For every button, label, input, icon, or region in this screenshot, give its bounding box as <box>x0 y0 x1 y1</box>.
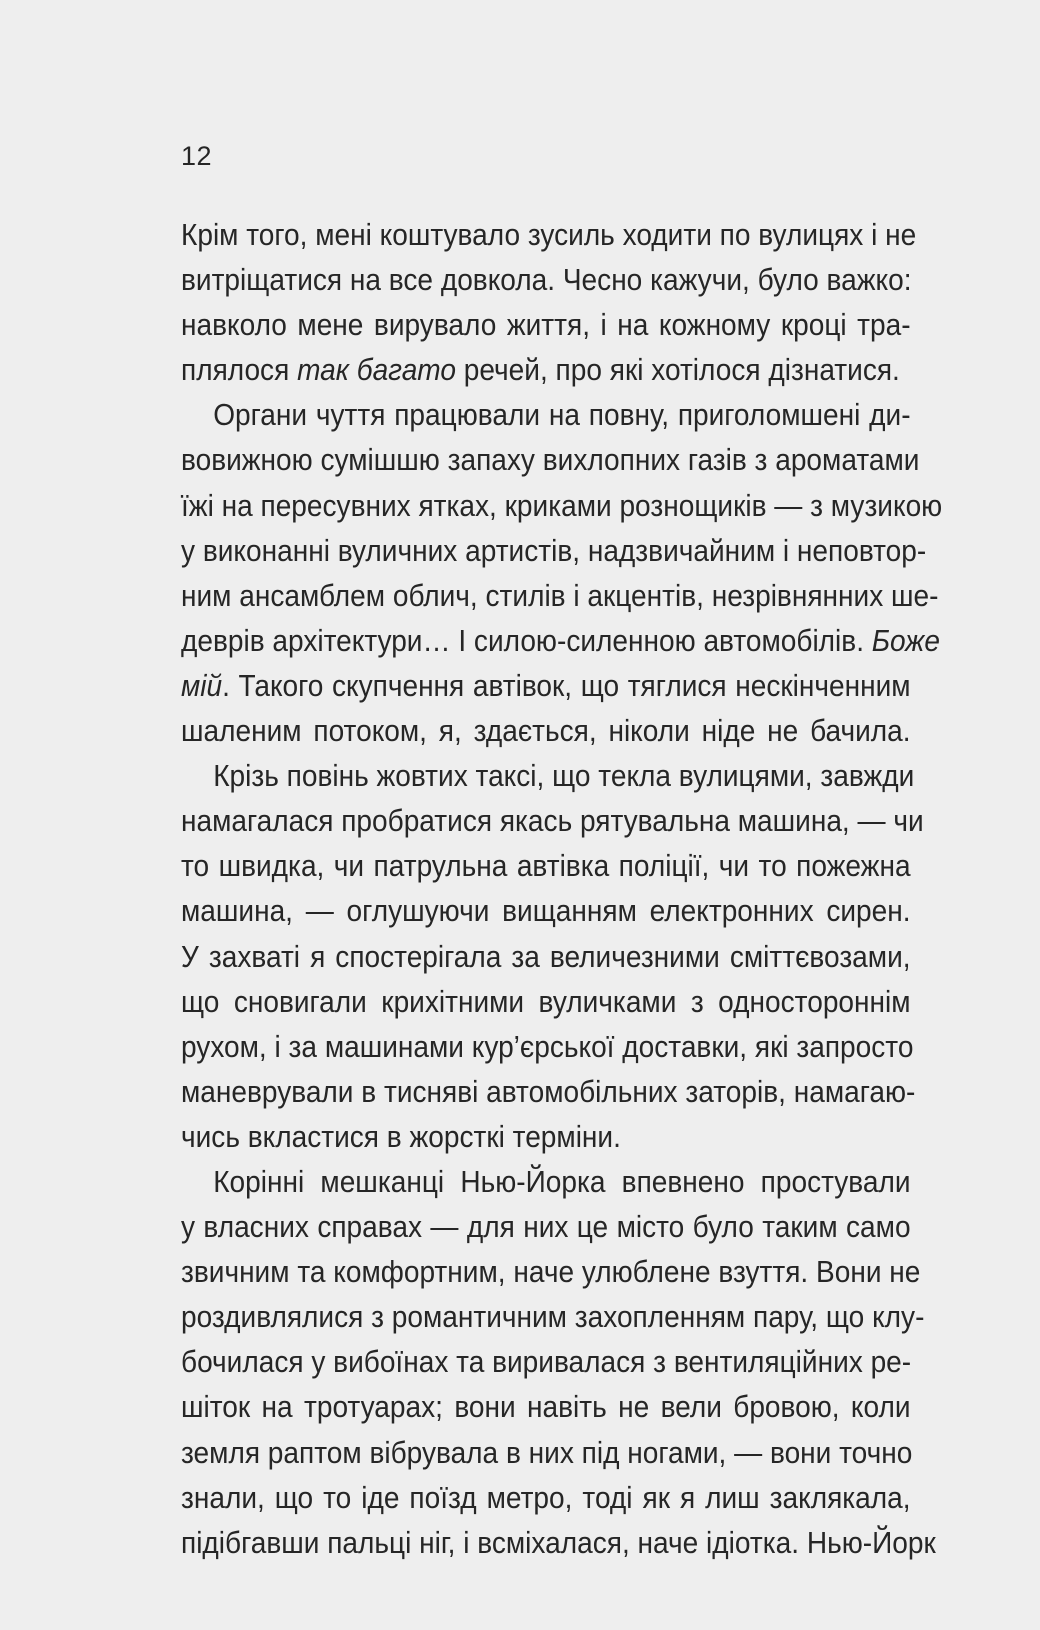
text-run: ним ансамблем облич, стилів і акцентів, незрівнянних ше- <box>181 578 939 613</box>
text-line <box>181 1476 911 1521</box>
text-run: вовижною сумішшю запаху вихлопних газів з ароматами <box>181 443 920 478</box>
text-line <box>181 799 924 844</box>
text-run: витріщатися на все довкола. Чесно кажучи, було важко: <box>181 263 912 298</box>
text-run: звичним та комфортним, наче улюблене взуття. Вони не <box>181 1255 921 1290</box>
text-line <box>181 1295 925 1340</box>
text-run: машина, — оглушуючи вищанням електронних сирен. <box>181 894 911 929</box>
text-run: . Такого скупчення автівок, що тяглися нескінченним <box>222 668 911 703</box>
text-run: то швидка, чи патрульна автівка поліції, чи то пожежна <box>181 849 911 884</box>
text-line <box>181 438 920 483</box>
text-run: Крім того, мені коштувало зусиль ходити по вулицях і не <box>181 218 917 252</box>
text-run: Органи чуття працювали на повну, приголомшені ди- <box>213 398 911 433</box>
text-run: шаленим потоком, я, здається, ніколи ніде не бачила. <box>181 714 911 749</box>
text-run: речей, про які хотілося дізнатися. <box>455 353 900 388</box>
text-run: шіток на тротуарах; вони навіть не вели бровою, коли <box>181 1390 911 1425</box>
text-run: деврів архітектури… І силою-силенною автомобілів. <box>181 623 872 658</box>
text-line <box>181 709 911 754</box>
text-run: знали, що то іде поїзд метро, тоді як я лиш заклякала, <box>181 1480 911 1515</box>
body-text <box>181 213 943 1566</box>
text-line <box>181 1025 914 1070</box>
text-run: Корінні мешканці Нью-Йорка впевнено простували <box>213 1164 911 1199</box>
text-run: підібгавши пальці ніг, і всміхалася, наче ідіотка. Нью-Йорк <box>181 1525 936 1560</box>
text-run: їжі на пересувних ятках, криками рознощиків — з музикою <box>181 488 943 523</box>
text-line <box>181 889 911 934</box>
text-run: маневрували в тисняві автомобільних заторів, намагаю- <box>181 1074 916 1109</box>
page-number: 12 <box>181 141 213 171</box>
text-run: бочилася у вибоїнах та виривалася з вентиляційних ре- <box>181 1345 912 1380</box>
text-run: плялося <box>181 353 298 388</box>
text-run: роздивлялися з романтичним захопленням пару, що клу- <box>181 1300 925 1335</box>
text-line <box>181 1340 911 1385</box>
text-line <box>181 1385 911 1430</box>
text-line <box>181 258 911 303</box>
italic-text: мій <box>181 668 223 703</box>
text-line <box>181 935 911 980</box>
text-line <box>181 1250 921 1295</box>
text-line <box>181 1205 911 1250</box>
italic-text: Боже <box>871 623 940 658</box>
text-line <box>181 1070 916 1115</box>
text-run: У захваті я спостерігала за величезними сміттєвозами, <box>181 939 911 974</box>
text-line <box>181 574 939 619</box>
text-run: Крізь повінь жовтих таксі, що текла вулицями, завжди <box>213 759 915 794</box>
text-run: намагалася пробратися якась рятувальна машина, — чи <box>181 804 924 839</box>
text-line <box>181 213 917 258</box>
text-run: земля раптом вібрувала в них під ногами, — вони точно <box>181 1435 913 1470</box>
text-run: рухом, і за машинами кур’єрської доставки, які запросто <box>181 1029 914 1064</box>
text-line <box>181 844 911 889</box>
text-run: чись вкластися в жорсткі терміни. <box>181 1119 621 1154</box>
text-line <box>181 348 911 393</box>
text-line <box>181 1521 936 1566</box>
text-line <box>181 619 940 664</box>
text-line <box>181 1160 911 1205</box>
text-run: що сновигали крихітними вуличками з одностороннім <box>181 984 911 1019</box>
text-line <box>181 529 927 574</box>
text-run: у власних справах — для них це місто було таким само <box>181 1210 911 1245</box>
text-line <box>181 980 911 1025</box>
text-run: навколо мене вирувало життя, і на кожному кроці тра- <box>181 308 911 343</box>
text-run: у виконанні вуличних артистів, надзвичайним і неповтор- <box>181 533 927 568</box>
text-line <box>181 1431 911 1476</box>
text-line <box>181 664 911 709</box>
text-line <box>181 303 911 348</box>
text-line <box>181 484 943 529</box>
italic-text: так багато <box>297 353 456 388</box>
text-line <box>181 393 911 438</box>
text-line <box>181 1115 911 1160</box>
text-line <box>181 754 915 799</box>
